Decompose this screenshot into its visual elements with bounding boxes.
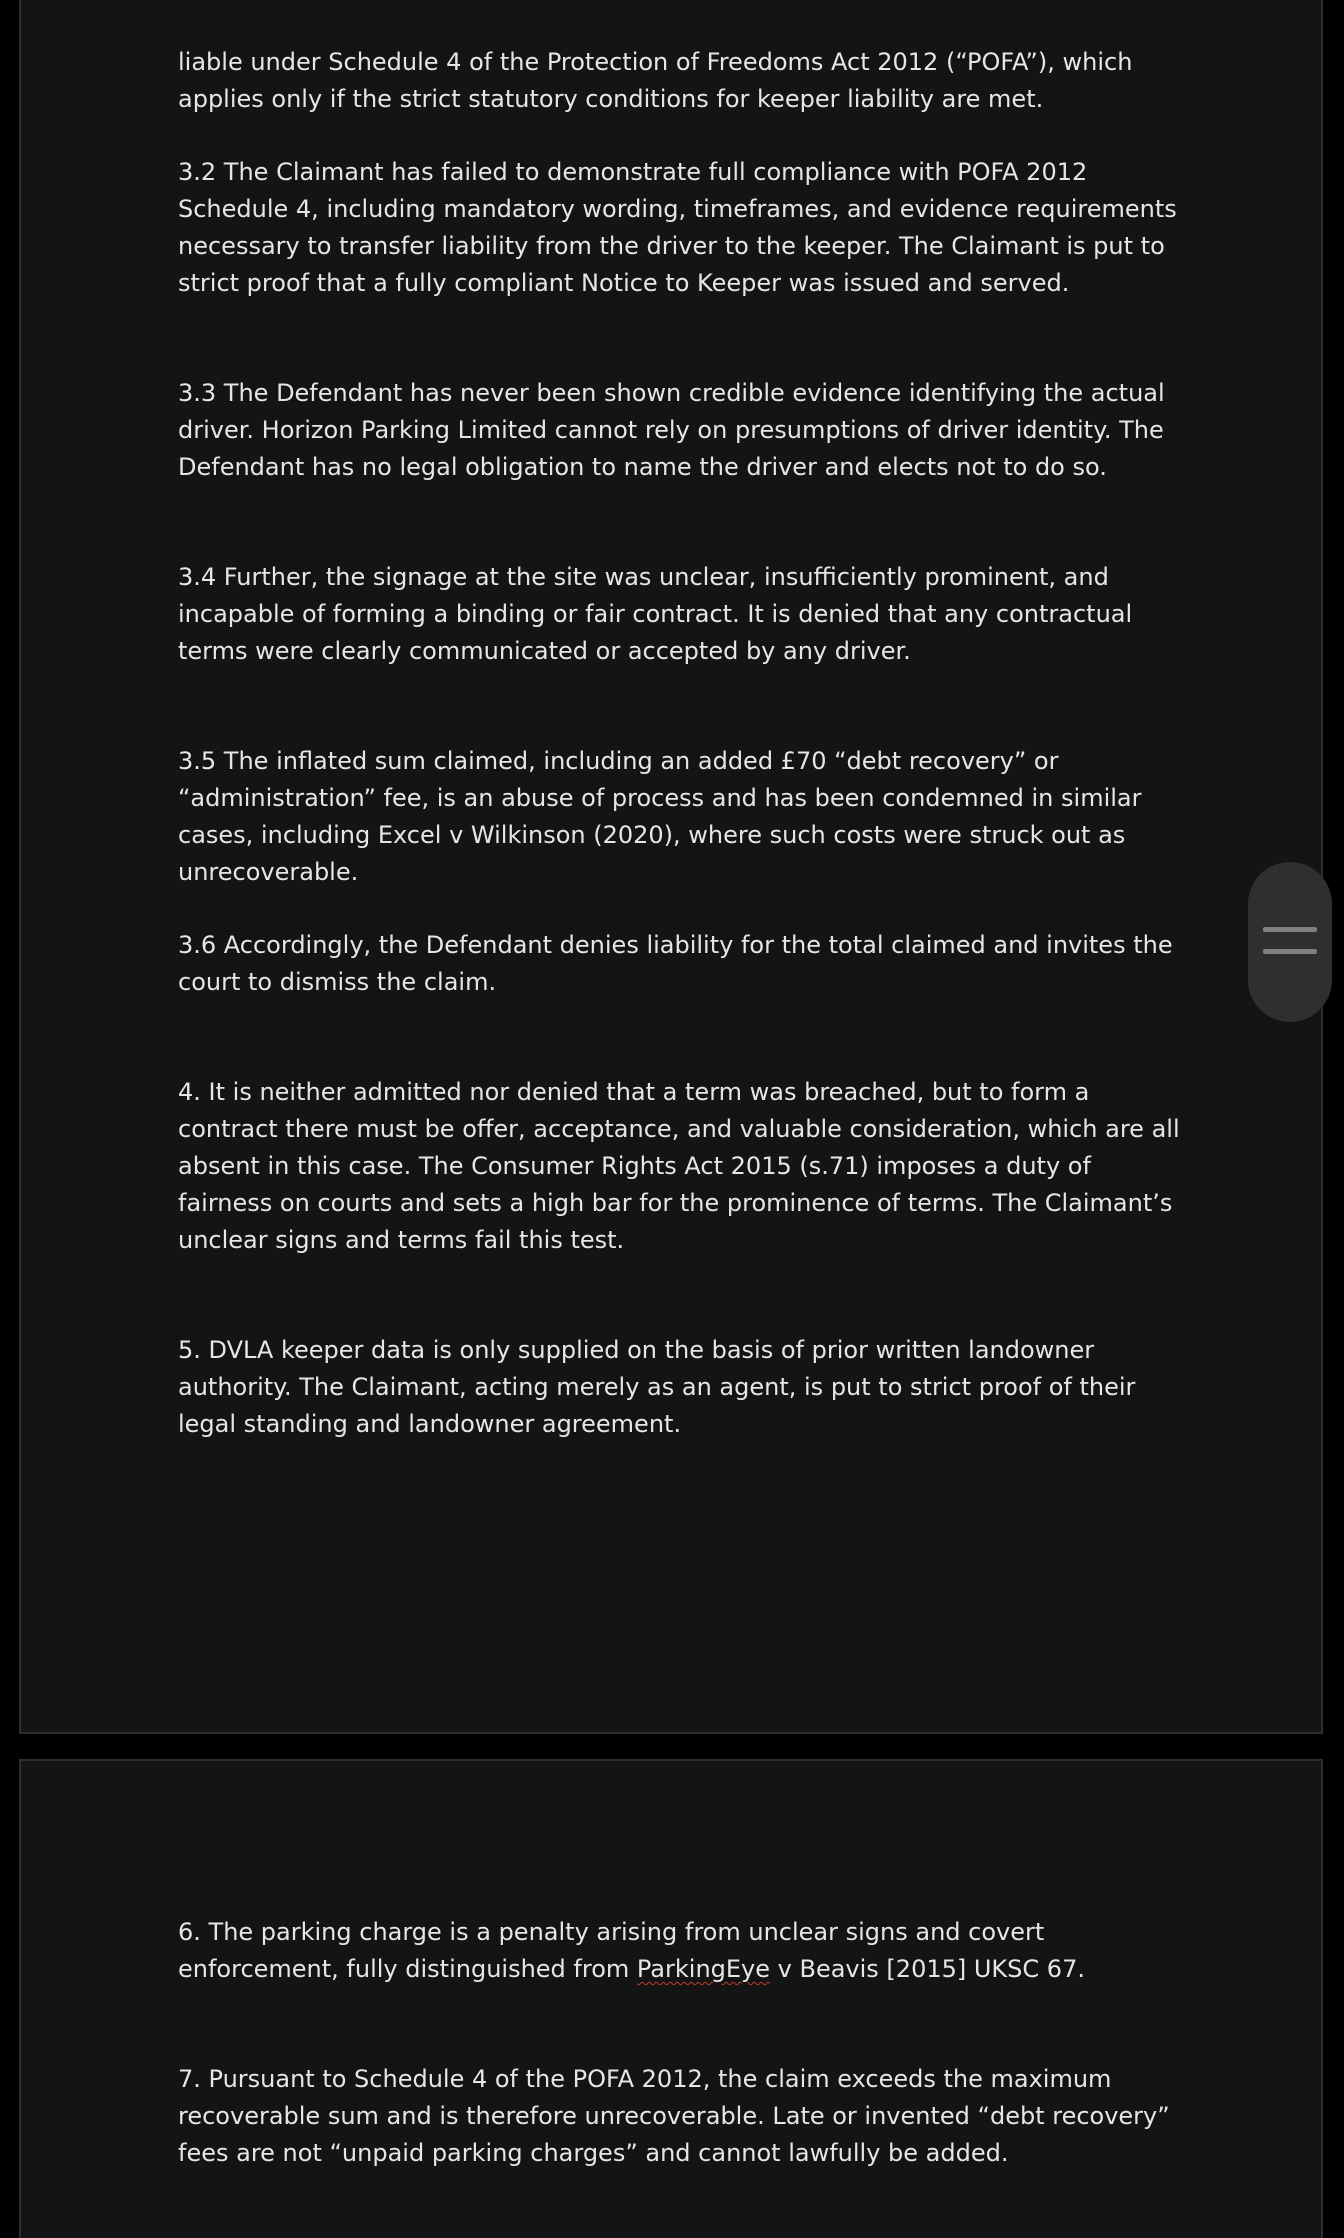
spellcheck-flagged-word[interactable]: ParkingEye — [636, 1955, 771, 1983]
paragraph-6-text-end: v Beavis [2015] UKSC 67. — [770, 1955, 1085, 1983]
paragraph-7: 7. Pursuant to Schedule 4 of the POFA 2012, the claim exceeds the maximum recoverable sum and is therefore unrecoverable. Late or invented “debt recovery” fees are not “unpaid parking charges” and cannot lawfully be added. — [178, 2065, 1170, 2167]
paragraph-6-text-start: 6. The parking charge is a penalty arising from unclear signs and covert enforcement, fully distinguished from — [178, 1918, 1045, 1983]
paragraph-3-1-continuation: liable under Schedule 4 of the Protection of Freedoms Act 2012 (“POFA”), which applies only if the strict statutory conditions for keeper liability are met. — [178, 48, 1133, 113]
paragraph-3-4: 3.4 Further, the signage at the site was unclear, insufficiently prominent, and incapable of forming a binding or fair contract. It is denied that any contractual terms were clearly communicated or accepted by any driver. — [178, 563, 1133, 665]
scroll-handle[interactable] — [1248, 862, 1332, 1022]
paragraph-3-2: 3.2 The Claimant has failed to demonstrate full compliance with POFA 2012 Schedule 4, including mandatory wording, timeframes, and evidence requirements necessary to transfer liability from the driver to the keeper. The Claimant is put to strict proof that a fully compliant Notice to Keeper was issued and served. — [178, 158, 1177, 297]
paragraph-3-5: 3.5 The inflated sum claimed, including an added £70 “debt recovery” or “administration” fee, is an abuse of process and has been condemned in similar cases, including Excel v Wilkinson (2020), where such costs were struck out as unrecoverable. — [178, 747, 1142, 886]
handle-bar — [1263, 949, 1317, 954]
document-page — [19, 1759, 1323, 2238]
paragraph-6 — [178, 1914, 1188, 1988]
paragraph-5: 5. DVLA keeper data is only supplied on the basis of prior written landowner authority. The Claimant, acting merely as an agent, is put to strict proof of their legal standing and landowner agreement. — [178, 1336, 1136, 1438]
paragraph-3-6: 3.6 Accordingly, the Defendant denies liability for the total claimed and invites the court to dismiss the claim. — [178, 931, 1173, 996]
handle-bar — [1263, 927, 1317, 932]
paragraph-3-3: 3.3 The Defendant has never been shown credible evidence identifying the actual driver. Horizon Parking Limited cannot rely on presumptions of driver identity. The Defendant has no legal obligation to name the driver and elects not to do so. — [178, 379, 1165, 481]
paragraph-4: 4. It is neither admitted nor denied that a term was breached, but to form a contract there must be offer, acceptance, and valuable consideration, which are all absent in this case. The Consumer Rights Act 2015 (s.71) imposes a duty of fairness on courts and sets a high bar for the prominence of terms. The Claimant’s unclear signs and terms fail this test. — [178, 1078, 1180, 1254]
document-page — [19, 0, 1323, 1734]
